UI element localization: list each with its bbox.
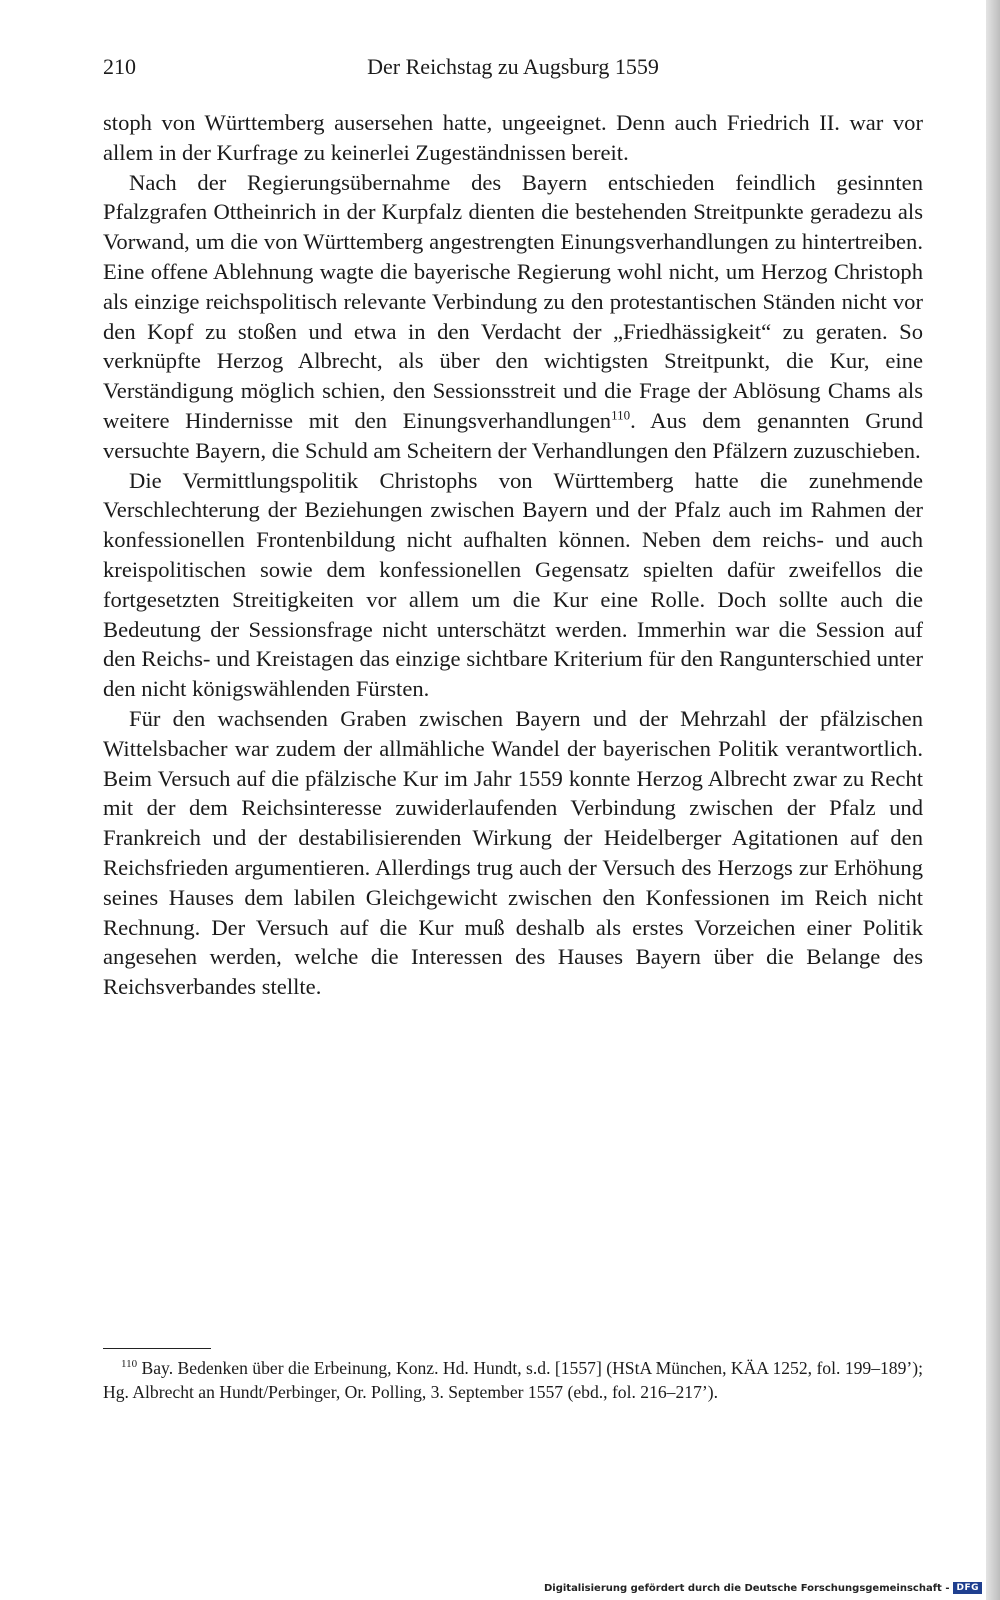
footnote-reference-110: 110 xyxy=(611,407,631,423)
paragraph-2-text-after: . Aus dem genannten Grund versuchte Bayern, die Schuld am Scheitern der Verhandlungen den Pfälzern zuzuschieben. xyxy=(103,407,923,463)
running-title: Der Reichstag zu Augsburg 1559 xyxy=(367,54,659,79)
dfg-logo: DFG xyxy=(953,1582,982,1594)
digitization-credit xyxy=(544,1582,982,1594)
paragraph-1: stoph von Württemberg ausersehen hatte, ungeeignet. Denn auch Friedrich II. war vor allem in der Kurfrage zu keinerlei Zugeständnissen bereit. xyxy=(103,110,923,165)
page-header xyxy=(103,50,923,84)
paragraph-2-text-before: Nach der Regierungsübernahme des Bayern entschieden feindlich gesinnten Pfalzgrafen Ottheinrich in der Kurpfalz dienten die bestehenden Streitpunkte geradezu als Vorwand, um die von Württemberg angestrengten Einungsverhandlungen zu hintertreiben. Eine offene Ablehnung wagte die bayerische Regierung wohl nicht, um Herzog Christoph als einzige reichspolitisch relevante Verbindung zu den protestantischen Ständen nicht vor den Kopf zu stoßen und etwa in den Verdacht der „Friedhässigkeit“ zu geraten. So verknüpfte Herzog Albrecht, als über den wichtigsten Streitpunkt, die Kur, eine Verständigung möglich schien, den Sessionsstreit und die Frage der Ablösung Chams als weitere Hindernisse mit den Einungsverhandlungen xyxy=(103,169,923,433)
footnote-110 xyxy=(103,1356,923,1404)
digitization-credit-text: Digitalisierung gefördert durch die Deutsche Forschungsgemeinschaft - xyxy=(543,1582,950,1594)
page-number: 210 xyxy=(103,54,136,79)
footnote-separator xyxy=(103,1348,211,1349)
footnote-text: Bay. Bedenken über die Erbeinung, Konz. Hd. Hundt, s.d. [1557] (HStA München, KÄA 1252, fol. 199–189’); Hg. Albrecht an Hundt/Perbinger, Or. Polling, 3. September 1557 (ebd., fol. 216–217’). xyxy=(103,1358,923,1402)
body-text xyxy=(103,108,923,1002)
paragraph-3: Die Vermittlungspolitik Christophs von Württemberg hatte die zunehmende Verschlechterung der Beziehungen zwischen Bayern und der Pfalz auch im Rahmen der konfessionellen Frontenbildung nicht aufhalten können. Neben dem reichs- und auch kreispolitischen sowie dem konfessionellen Gegensatz spielten dafür zweifellos die fortgesetzten Streitigkeiten vor allem um die Kur eine Rolle. Doch sollte auch die Bedeutung der Sessionsfrage nicht unterschätzt werden. Immerhin war die Session auf den Reichs- und Kreistagen das einzige sichtbare Kriterium für den Rangunterschied unter den nicht königswählenden Fürsten. xyxy=(103,467,923,702)
page-edge-shadow xyxy=(986,0,1000,1600)
paragraph-4: Für den wachsenden Graben zwischen Bayern und der Mehrzahl der pfälzischen Wittelsbacher war zudem der allmähliche Wandel der bayerischen Politik verantwortlich. Beim Versuch auf die pfälzische Kur im Jahr 1559 konnte Herzog Albrecht zwar zu Recht mit der dem Reichsinteresse zuwiderlaufenden Verbindung zwischen der Pfalz und Frankreich und der destabilisierenden Wirkung der Heidelberger Agitationen auf den Reichsfrieden argumentieren. Allerdings trug auch der Versuch des Herzogs zur Erhöhung seines Hauses dem labilen Gleichgewicht zwischen den Konfessionen im Reich nicht Rechnung. Der Versuch auf die Kur muß deshalb als erstes Vorzeichen einer Politik angesehen werden, welche die Interessen des Hauses Bayern über die Belange des Reichsverbandes stellte. xyxy=(103,705,923,1000)
paragraph-2 xyxy=(103,168,923,466)
footnote-number: 110 xyxy=(121,1358,138,1371)
